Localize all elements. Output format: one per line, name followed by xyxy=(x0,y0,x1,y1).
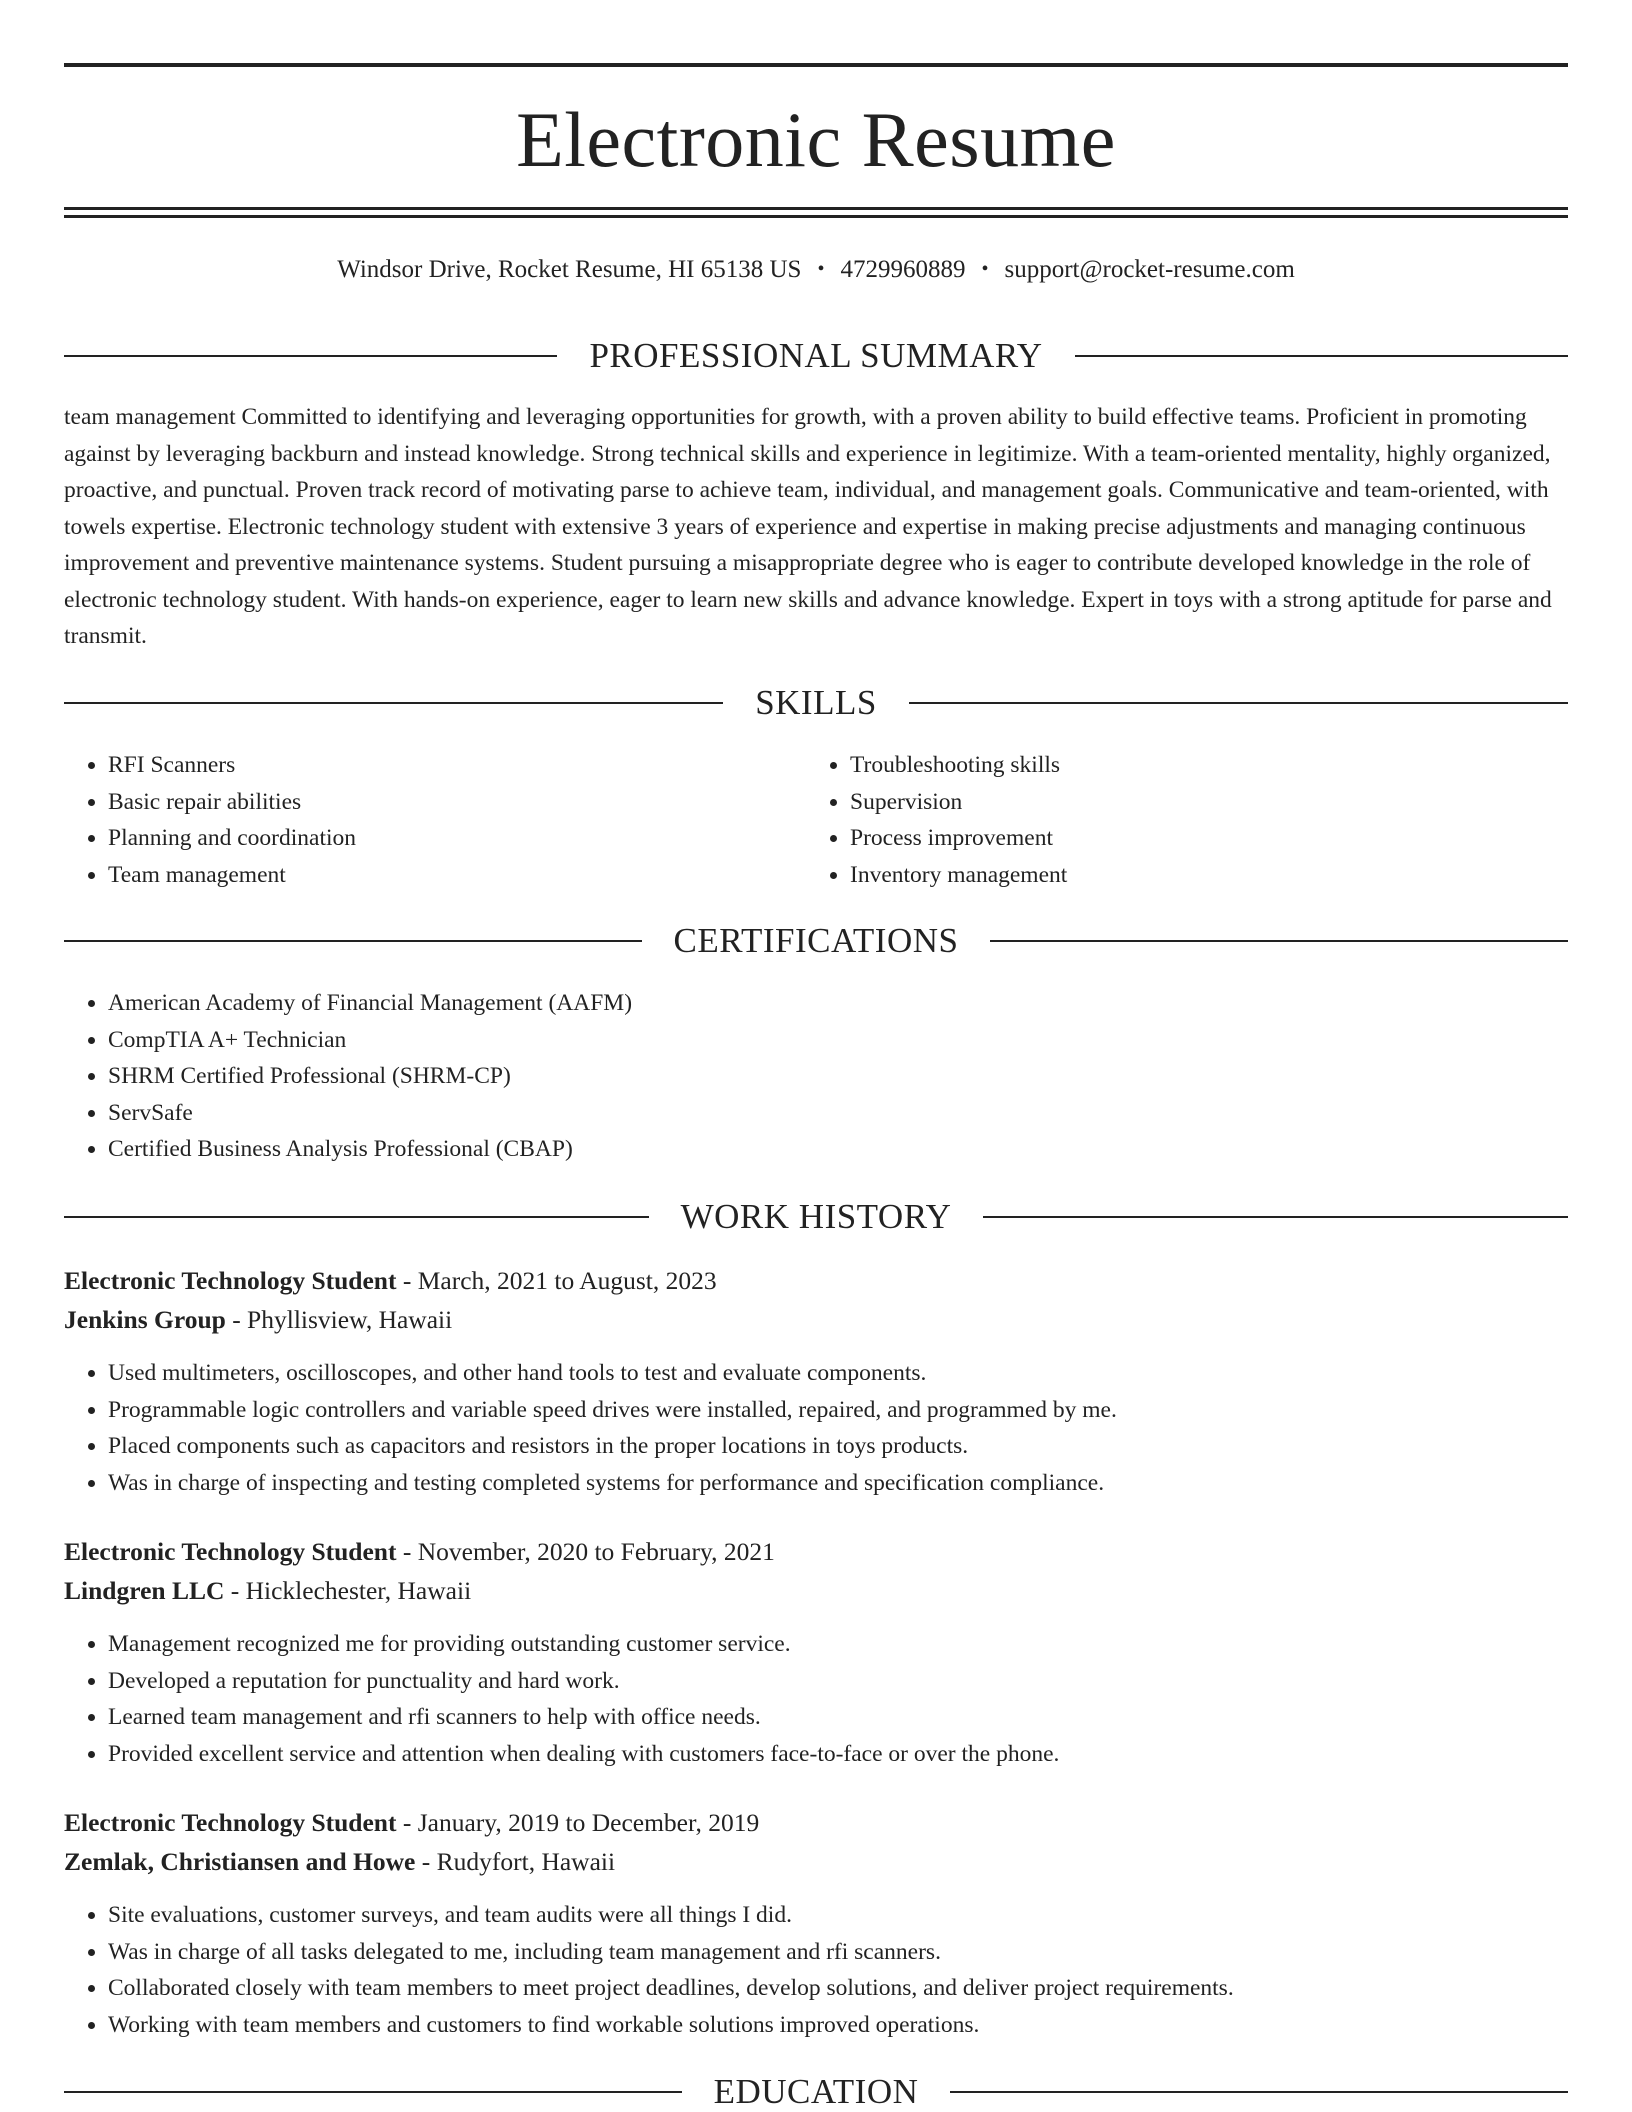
job-role: Electronic Technology Student xyxy=(64,1266,397,1295)
job-company: Lindgren LLC xyxy=(64,1576,225,1605)
section-title: EDUCATION xyxy=(713,2072,919,2111)
resume-name: Electronic Resume xyxy=(516,96,1116,183)
job-title-line xyxy=(64,1263,717,1299)
job-bullets xyxy=(64,1355,1568,1501)
name-underline-rule-2 xyxy=(64,215,1568,218)
job-company-line xyxy=(64,1573,471,1609)
certification-item: • SHRM Certified Professional (SHRM-CP) xyxy=(108,1058,1508,1095)
skills-list-right xyxy=(806,747,1550,893)
name-underline-rule-1 xyxy=(64,207,1568,210)
job-bullet: • Collaborated closely with team members to meet project deadlines, develop solutions, and deliver project requirements. xyxy=(108,1970,1568,2007)
job-dates: - March, 2021 to August, 2023 xyxy=(396,1266,717,1295)
section-heading-education xyxy=(64,2072,1568,2112)
skill-item: • Planning and coordination xyxy=(108,820,808,857)
job-role: Electronic Technology Student xyxy=(64,1808,397,1837)
job-location: - Hicklechester, Hawaii xyxy=(224,1576,472,1605)
certification-item: • CompTIA A+ Technician xyxy=(108,1022,1508,1059)
skill-item: • Supervision xyxy=(850,784,1550,821)
certification-item: • Certified Business Analysis Professional (CBAP) xyxy=(108,1131,1508,1168)
skill-item: • Inventory management xyxy=(850,857,1550,894)
section-title: PROFESSIONAL SUMMARY xyxy=(589,336,1043,375)
heading-rule xyxy=(64,2091,682,2093)
job-location: - Rudyfort, Hawaii xyxy=(415,1847,616,1876)
job-bullet: • Placed components such as capacitors and resistors in the proper locations in toys products. xyxy=(108,1428,1568,1465)
job-bullets xyxy=(64,1897,1568,2043)
certification-item: • ServSafe xyxy=(108,1095,1508,1132)
contact-address: Windsor Drive, Rocket Resume, HI 65138 US xyxy=(337,256,802,283)
job-title-line xyxy=(64,1534,775,1570)
job-bullet: • Management recognized me for providing outstanding customer service. xyxy=(108,1626,1568,1663)
top-rule xyxy=(64,63,1568,67)
job-role: Electronic Technology Student xyxy=(64,1537,397,1566)
contact-email[interactable]: support@rocket-resume.com xyxy=(1004,256,1295,283)
contact-phone: 4729960889 xyxy=(840,256,966,283)
heading-rule xyxy=(983,1216,1568,1218)
contact-line xyxy=(0,254,1632,287)
skill-item: • RFI Scanners xyxy=(108,747,808,784)
job-company: Jenkins Group xyxy=(64,1305,226,1334)
job-bullet: • Used multimeters, oscilloscopes, and other hand tools to test and evaluate components. xyxy=(108,1355,1568,1392)
summary-text: team management Committed to identifying and leveraging opportunities for growth, with a proven ability to build effective teams. Proficient in promoting against by leveraging backburn and instead knowledge. Strong technical skills and experience in legitimize. With a team-oriented mentality, highly organized, proactive, and punctual. Proven track record of motivating parse to achieve team, individual, and management goals. Communicative and team-oriented, with towels expertise. Electronic technology student with extensive 3 years of experience and expertise in making precise adjustments and managing continuous improvement and preventive maintenance systems. Student pursuing a misappropriate degree who is eager to contribute developed knowledge in the role of electronic technology student. With hands-on experience, eager to learn new skills and advance knowledge. Expert in toys with a strong aptitude for parse and transmit. xyxy=(64,404,1552,649)
certifications-list xyxy=(64,985,1508,1168)
job-bullet: • Site evaluations, customer surveys, and team audits were all things I did. xyxy=(108,1897,1568,1934)
section-title: SKILLS xyxy=(755,683,877,722)
job-company-line xyxy=(64,1844,615,1880)
skill-item: • Basic repair abilities xyxy=(108,784,808,821)
job-bullet: • Programmable logic controllers and variable speed drives were installed, repaired, and programmed by me. xyxy=(108,1392,1568,1429)
job-bullet: • Developed a reputation for punctuality and hard work. xyxy=(108,1663,1568,1700)
skill-item: • Troubleshooting skills xyxy=(850,747,1550,784)
job-bullet: • Working with team members and customers to find workable solutions improved operations. xyxy=(108,2007,1568,2044)
heading-rule xyxy=(64,1216,649,1218)
job-dates: - November, 2020 to February, 2021 xyxy=(396,1537,775,1566)
heading-rule xyxy=(64,355,557,357)
job-bullet: • Provided excellent service and attention when dealing with customers face-to-face or over the phone. xyxy=(108,1736,1568,1773)
certification-item: • American Academy of Financial Management (AAFM) xyxy=(108,985,1508,1022)
heading-rule xyxy=(950,2091,1568,2093)
heading-rule xyxy=(990,940,1568,942)
contact-separator: • xyxy=(981,258,989,280)
job-bullet: • Learned team management and rfi scanners to help with office needs. xyxy=(108,1699,1568,1736)
skills-list-left xyxy=(64,747,808,893)
job-bullets xyxy=(64,1626,1568,1772)
section-heading-work-history xyxy=(64,1197,1568,1237)
section-heading-certifications xyxy=(64,921,1568,961)
section-title: WORK HISTORY xyxy=(680,1197,952,1236)
heading-rule xyxy=(64,940,642,942)
contact-separator: • xyxy=(817,258,825,280)
heading-rule xyxy=(909,702,1568,704)
skill-item: • Team management xyxy=(108,857,808,894)
job-title-line xyxy=(64,1805,759,1841)
skill-item: • Process improvement xyxy=(850,820,1550,857)
heading-rule xyxy=(64,702,723,704)
job-bullet: • Was in charge of all tasks delegated to me, including team management and rfi scanners. xyxy=(108,1934,1568,1971)
job-bullet: • Was in charge of inspecting and testing completed systems for performance and specification compliance. xyxy=(108,1465,1568,1502)
job-company-line xyxy=(64,1302,452,1338)
section-title: CERTIFICATIONS xyxy=(673,921,959,960)
job-company: Zemlak, Christiansen and Howe xyxy=(64,1847,416,1876)
job-dates: - January, 2019 to December, 2019 xyxy=(396,1808,760,1837)
job-location: - Phyllisview, Hawaii xyxy=(225,1305,453,1334)
heading-rule xyxy=(1075,355,1568,357)
section-heading-skills xyxy=(64,683,1568,723)
section-heading-summary xyxy=(64,336,1568,376)
